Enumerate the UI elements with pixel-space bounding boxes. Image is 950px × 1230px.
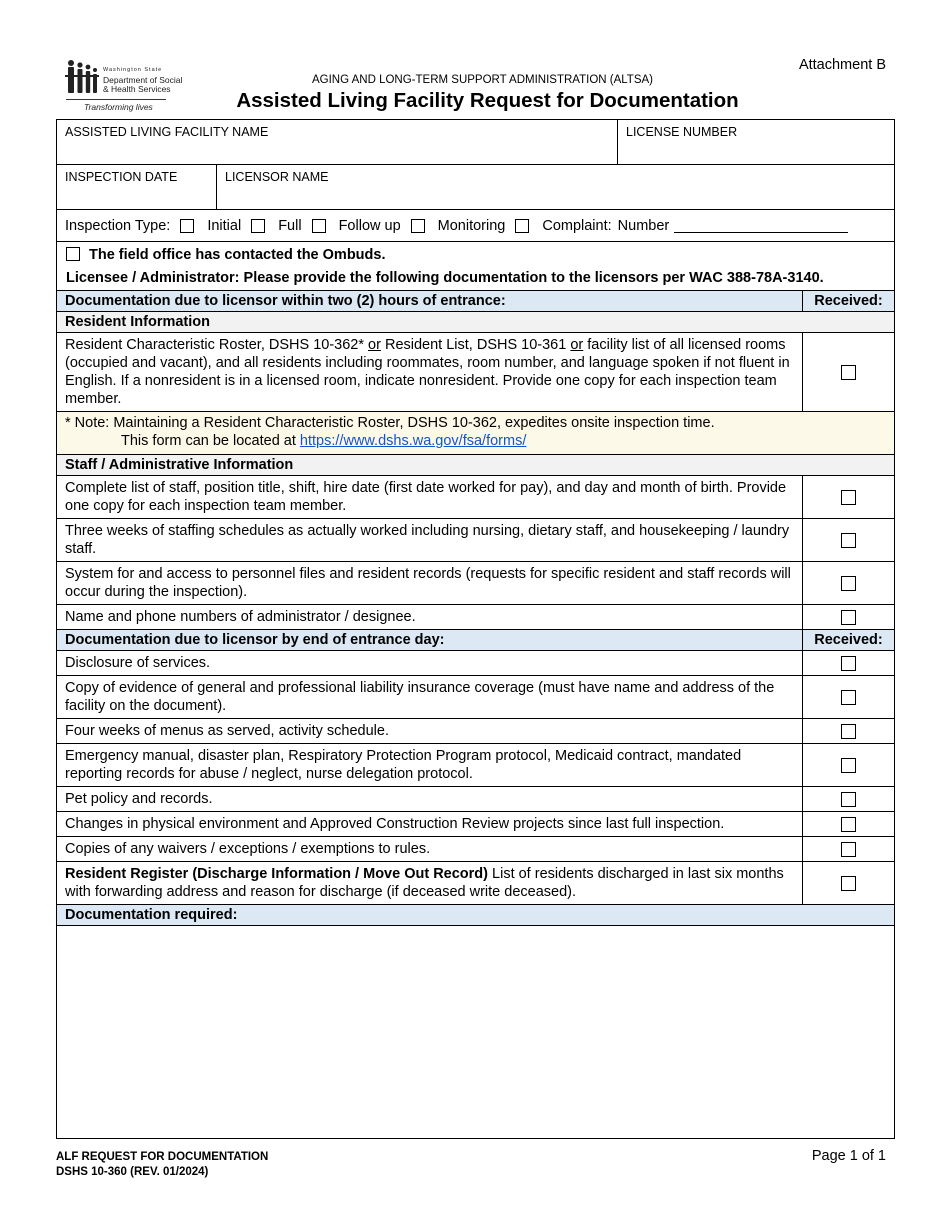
staff-item-text: System for and access to personnel files and resident records (requests for specific resident and staff records will occur during the inspection). <box>65 566 791 600</box>
note-line1: * Note: Maintaining a Resident Characteristic Roster, DSHS 10-362, expedites onsite inspection time. <box>65 415 715 431</box>
inspection-date-field[interactable] <box>57 165 216 209</box>
list-item <box>57 744 894 787</box>
list-item <box>57 476 894 519</box>
documentation-form <box>56 119 895 1139</box>
list-item <box>57 562 894 605</box>
section1-received-label: Received: <box>802 291 894 311</box>
administrator-contact-received-checkbox[interactable] <box>841 610 856 625</box>
form-footer <box>56 1150 268 1180</box>
full-checkbox[interactable] <box>251 219 265 233</box>
section1-header <box>57 291 894 312</box>
records-access-received-checkbox[interactable] <box>841 576 856 591</box>
logo-dept-line2: & Health Services <box>103 84 171 94</box>
logo-state: Washington State <box>103 67 163 73</box>
complaint-number-label: Number <box>617 217 670 234</box>
list-item <box>57 837 894 862</box>
environment-changes-received-checkbox[interactable] <box>841 817 856 832</box>
list-item <box>57 719 894 744</box>
logo-dept-line1: Department of Social <box>103 75 183 85</box>
inspection-row <box>57 165 894 210</box>
insurance-received-checkbox[interactable] <box>841 690 856 705</box>
initial-label: Initial <box>207 217 242 234</box>
ombuds-label: The field office has contacted the Ombuds. <box>89 247 386 263</box>
list-item <box>57 862 894 905</box>
doc-item-text: Pet policy and records. <box>65 791 213 807</box>
pet-policy-received-checkbox[interactable] <box>841 792 856 807</box>
complaint-number-input[interactable] <box>674 218 848 233</box>
staff-item-text: Three weeks of staffing schedules as actually worked including nursing, dietary staff, and housekeeping / laundry staff. <box>65 523 790 557</box>
form-title: Assisted Living Facility Request for Documentation <box>236 89 739 112</box>
section2-title: Documentation due to licensor by end of entrance day: <box>65 632 445 648</box>
licensor-name-field[interactable] <box>216 165 894 209</box>
section2-received-label: Received: <box>802 630 894 650</box>
waivers-received-checkbox[interactable] <box>841 842 856 857</box>
register-received-checkbox[interactable] <box>841 876 856 891</box>
licensee-instruction: Licensee / Administrator: Please provide the following documentation to the licensors per WAC 388-78A-3140. <box>66 270 824 286</box>
inspection-type-label: Inspection Type: <box>65 217 171 234</box>
staff-item-text: Complete list of staff, position title, shift, hire date (first date worked for pay), and day and month of birth. Provide one copy for each inspection team member. <box>65 480 787 514</box>
roster-item <box>57 333 894 412</box>
note-line2: This form can be located at <box>121 433 300 449</box>
doc-item-text: Copies of any waivers / exceptions / exemptions to rules. <box>65 841 431 857</box>
monitoring-checkbox[interactable] <box>411 219 425 233</box>
resident-info-heading: Resident Information <box>57 312 894 333</box>
schedules-received-checkbox[interactable] <box>841 533 856 548</box>
list-item <box>57 651 894 676</box>
list-item <box>57 519 894 562</box>
staff-list-received-checkbox[interactable] <box>841 490 856 505</box>
doc-item-text: Emergency manual, disaster plan, Respiratory Protection Program protocol, Medicaid contract, mandated reporting records for abuse / neglect, nurse delegation protocol. <box>65 748 742 782</box>
section1-title: Documentation due to licensor within two (2) hours of entrance: <box>65 293 506 309</box>
facility-row <box>57 120 894 165</box>
staff-item-text: Name and phone numbers of administrator / designee. <box>65 609 416 625</box>
ombuds-checkbox[interactable] <box>66 247 80 261</box>
follow-up-checkbox[interactable] <box>312 219 326 233</box>
roster-note <box>57 412 894 455</box>
list-item <box>57 676 894 719</box>
inspection-type-row <box>57 210 894 242</box>
inspection-date-label: INSPECTION DATE <box>65 170 178 184</box>
staff-info-heading: Staff / Administrative Information <box>57 455 894 476</box>
documentation-required-area[interactable] <box>57 926 894 1138</box>
footer-form-number: DSHS 10-360 (REV. 01/2024) <box>56 1166 209 1178</box>
forms-link[interactable]: https://www.dshs.wa.gov/fsa/forms/ <box>299 433 527 449</box>
license-number-label: LICENSE NUMBER <box>626 125 738 139</box>
page-number: Page 1 of 1 <box>811 1148 886 1164</box>
follow-up-label: Follow up <box>338 217 401 234</box>
doc-item-text: Copy of evidence of general and professional liability insurance coverage (must have name and address of the facility on the document). <box>65 680 775 714</box>
section3-header <box>57 905 894 926</box>
facility-name-field[interactable] <box>57 120 617 164</box>
doc-item-text: Disclosure of services. <box>65 655 211 671</box>
section3-title: Documentation required: <box>65 907 238 923</box>
attachment-label: Attachment B <box>798 57 886 73</box>
list-item <box>57 812 894 837</box>
facility-name-label: ASSISTED LIVING FACILITY NAME <box>65 125 269 139</box>
license-number-field[interactable] <box>617 120 894 164</box>
roster-text: Resident Characteristic Roster, DSHS 10-362* or Resident List, DSHS 10-361 or facility list of all licensed rooms (occupied and vacant), and all residents including roommates, room number, and language spoken if not fluent in English. If a nonresident is in a licensed room, indicate nonresident. Provide one copy for each inspection team member. <box>65 337 790 407</box>
complaint-checkbox[interactable] <box>515 219 529 233</box>
footer-form-name: ALF REQUEST FOR DOCUMENTATION <box>56 1151 269 1163</box>
disclosure-received-checkbox[interactable] <box>841 656 856 671</box>
emergency-manual-received-checkbox[interactable] <box>841 758 856 773</box>
logo-tagline: Transforming lives <box>84 102 153 112</box>
monitoring-label: Monitoring <box>437 217 506 234</box>
full-label: Full <box>278 217 302 234</box>
section2-header <box>57 630 894 651</box>
initial-checkbox[interactable] <box>180 219 194 233</box>
list-item <box>57 787 894 812</box>
roster-received-checkbox[interactable] <box>841 365 856 380</box>
register-item-text: Resident Register (Discharge Information / Move Out Record) List of residents discharged in last six months with forwarding address and reason for discharge (if deceased write deceased). <box>65 866 784 900</box>
agency-name: AGING AND LONG-TERM SUPPORT ADMINISTRATION (ALTSA) <box>312 74 653 86</box>
list-item <box>57 605 894 630</box>
doc-item-text: Changes in physical environment and Approved Construction Review projects since last full inspection. <box>65 816 725 832</box>
menus-received-checkbox[interactable] <box>841 724 856 739</box>
doc-item-text: Four weeks of menus as served, activity schedule. <box>65 723 389 739</box>
complaint-label: Complaint: <box>542 217 612 234</box>
licensor-name-label: LICENSOR NAME <box>225 170 329 184</box>
ombuds-row <box>57 242 894 291</box>
